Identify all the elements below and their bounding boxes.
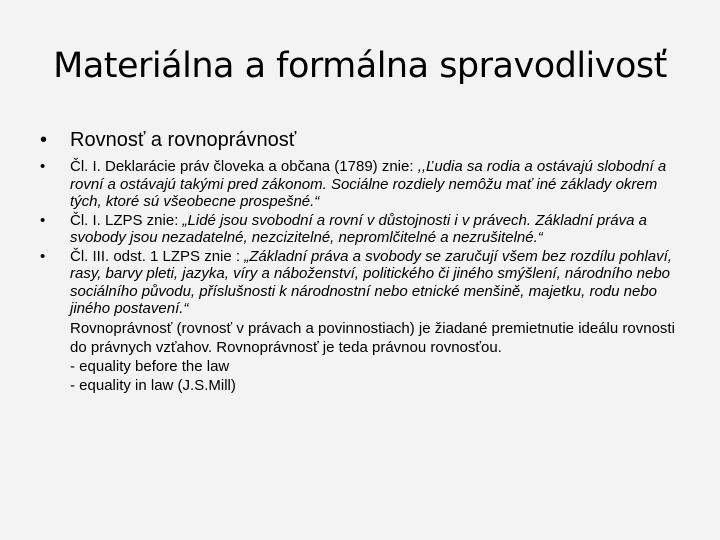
bullet-quote: ,,Ľudia sa rodia a ostávajú slobodní a rovní a ostávajú takými pred zákonom. Sociálne rozdiely nemôžu mať iné základy okrem tých, ktoré sú všeobecne prospešné.“ — [70, 158, 667, 210]
equality-paragraph: Rovnoprávnosť (rovnosť v právach a povinnostiach) je žiadané premietnutie ideálu rovnosti do právnych vzťahov. Rovnoprávnosť je teda právnou rovnosťou. — [70, 319, 675, 356]
bullet-dot-icon: • — [40, 247, 46, 265]
slide-body — [40, 128, 690, 395]
bullet-quote: „Základní práva a svobody se zaručují všem bez rozdílu pohlaví, rasy, barvy pleti, jazyka, víry a náboženství, politického či jiného smýšlení, národního nebo sociálního původu, příslušnosti k národnostní nebo etnické menšině, majetku, rodu nebo jiného postavení.“ — [70, 247, 672, 317]
equality-line: - equality before the law — [70, 357, 230, 375]
bullet-heading — [40, 128, 690, 152]
bullet-dot-icon: • — [40, 129, 48, 151]
bullet-lead: Čl. I. LZPS znie: — [70, 211, 183, 229]
bullet-lzps-art3 — [40, 248, 690, 318]
equality-line: - equality in law (J.S.Mill) — [70, 376, 236, 394]
bullet-declaration — [40, 158, 690, 211]
bullet-lead: Čl. III. odst. 1 LZPS znie : — [70, 247, 245, 265]
bullet-dot-icon: • — [40, 158, 46, 175]
bullet-lead: Čl. I. Deklarácie práv človeka a občana (1789) znie: — [70, 158, 418, 175]
bullet-quote: „Lidé jsou svobodní a rovní v důstojnosti i v právech. Základní práva a svobody jsou nezadatelné, nezcizitelné, nepromlčitelné a nezrušitelné.“ — [70, 211, 647, 246]
bullet-lzps-art1 — [40, 212, 690, 247]
heading-text: Rovnosť a rovnoprávnosť — [70, 129, 297, 151]
bullet-dot-icon: • — [40, 211, 46, 229]
slide-title: Materiálna a formálna spravodlivosť — [53, 46, 667, 86]
